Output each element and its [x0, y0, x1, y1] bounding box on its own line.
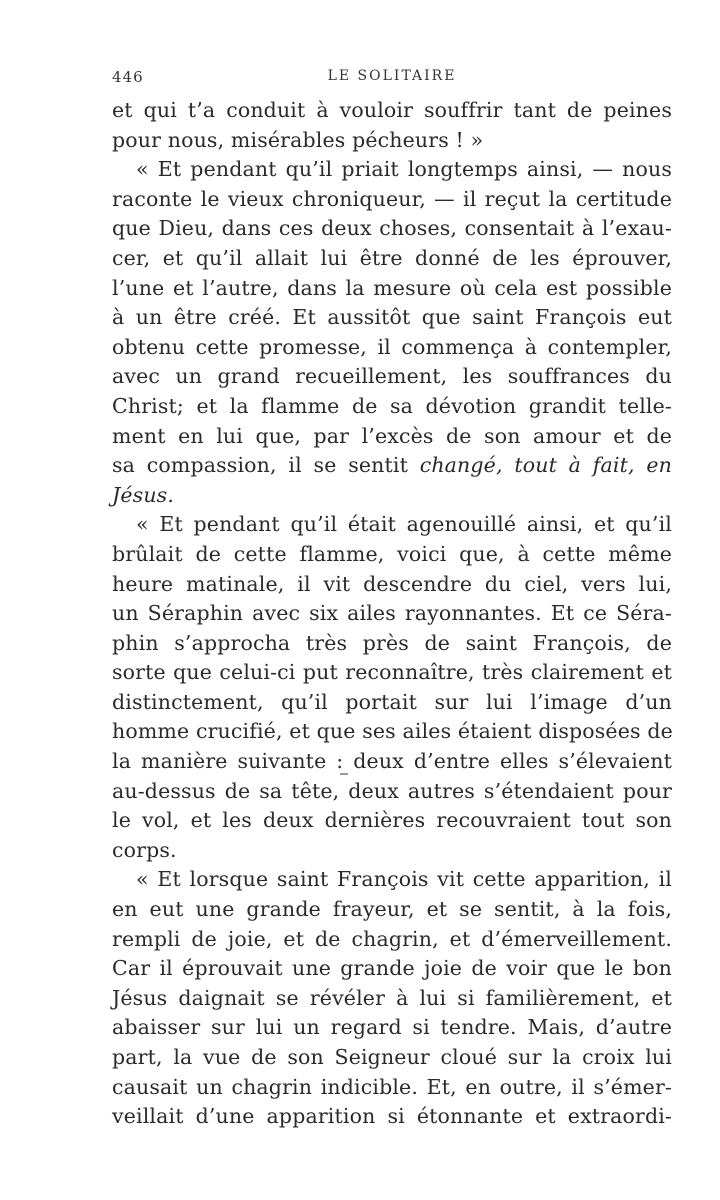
text-line-content: homme crucifié, et que ses ailes étaient disposées de [112, 719, 673, 744]
text-line [112, 747, 672, 777]
text-line [112, 540, 672, 570]
running-title: LE SOLITAIRE [327, 68, 457, 84]
text-line [112, 1013, 672, 1043]
text-line-content: « Et pendant qu’il était agenouillé ainsi, et qu’il [136, 512, 672, 537]
text-line [112, 362, 672, 392]
text-line [112, 333, 672, 363]
italic-phrase: changé, tout à fait, en [419, 453, 672, 478]
text-line-content: « Et lorsque saint François vit cette apparition, il [136, 867, 672, 892]
text-line-content: l’une et l’autre, dans la mesure où cela est possible [112, 275, 672, 300]
text-line [112, 717, 672, 747]
text-line [112, 954, 672, 984]
page-header [112, 68, 672, 90]
text-line-content: un Séraphin avec six ailes rayonnantes. Et ce Séra- [112, 601, 672, 626]
text-line-content: pour nous, misérables pécheurs ! » [112, 127, 484, 152]
text-line [112, 658, 672, 688]
italic-phrase: Jésus. [112, 482, 175, 507]
text-line-content: Jésus daignait se révéler à lui si familièrement, et [112, 985, 672, 1010]
print-mark [340, 773, 348, 775]
text-line [112, 925, 672, 955]
text-line-content: le vol, et les deux dernières recouvraient tout son [112, 808, 672, 833]
text-line [112, 570, 672, 600]
text-line-content: en eut une grande frayeur, et se sentit, à la fois, [112, 897, 672, 922]
text-line-content: cer, et qu’il allait lui être donné de les éprouver, [112, 245, 672, 270]
text-line-content: corps. [112, 837, 177, 862]
text-line [112, 155, 672, 185]
text-line-content: à un être créé. Et aussitôt que saint François eut [112, 305, 672, 330]
text-line-content: la manière suivante : deux d’entre elles s’élevaient [112, 749, 672, 774]
text-line-content: rempli de joie, et de chagrin, et d’émerveillement. [112, 926, 672, 951]
text-line-content: heure matinale, il vit descendre du ciel, vers lui, [112, 571, 672, 596]
text-line [112, 392, 672, 422]
text-line-content: « Et pendant qu’il priait longtemps ainsi, — nous [136, 157, 672, 182]
text-line-content: et qui t’a conduit à vouloir souffrir tant de peines [112, 98, 672, 122]
text-line-content: raconte le vieux chroniqueur, — il reçut la certitude [112, 186, 672, 211]
text-line-content: distinctement, qu’il portait sur lui l’image d’un [112, 689, 672, 714]
text-line-content: phin s’approcha très près de saint François, de [112, 630, 672, 655]
text-line-content: veillait d’une apparition si étonnante et extraordi- [112, 1104, 672, 1129]
text-line [112, 510, 672, 540]
text-line [112, 303, 672, 333]
text-line [112, 865, 672, 895]
text-line [112, 1102, 672, 1132]
text-line [112, 1073, 672, 1103]
text-line [112, 126, 672, 156]
text-line [112, 599, 672, 629]
text-line-content: obtenu cette promesse, il commença à contempler, [112, 334, 672, 359]
text-line-content: que Dieu, dans ces deux choses, consentait à l’exau- [112, 216, 672, 241]
text-line [112, 422, 672, 452]
text-line [112, 895, 672, 925]
text-line [112, 244, 672, 274]
text-line [112, 984, 672, 1014]
text-line [112, 836, 672, 866]
text-line-content: au-dessus de sa tête, deux autres s’étendaient pour [112, 778, 672, 803]
text-line-content: brûlait de cette flamme, voici que, à cette même [112, 541, 672, 566]
text-line [112, 777, 672, 807]
text-line [112, 96, 672, 126]
text-line-content: causait un chagrin indicible. Et, en outre, il s’émer- [112, 1074, 672, 1099]
text-line-content: sorte que celui-ci put reconnaître, très clairement et [112, 660, 672, 685]
text-line [112, 806, 672, 836]
text-line-content: Car il éprouvait une grande joie de voir que le bon [112, 956, 672, 981]
text-line [112, 481, 672, 511]
text-line [112, 1043, 672, 1073]
text-line-content: abaisser sur lui un regard si tendre. Mais, d’autre [112, 1015, 672, 1040]
text-line-content: Christ; et la flamme de sa dévotion grandit telle- [112, 393, 672, 418]
text-line [112, 629, 672, 659]
text-line-content: part, la vue de son Seigneur cloué sur la croix lui [112, 1045, 672, 1069]
text-line [112, 688, 672, 718]
page-number: 446 [112, 68, 144, 86]
body-text [112, 96, 672, 1132]
text-line [112, 451, 672, 481]
text-line-content: avec un grand recueillement, les souffrances du [112, 364, 672, 389]
text-line [112, 185, 672, 215]
text-line-content: sa compassion, il se sentit [112, 453, 420, 478]
text-line [112, 214, 672, 244]
text-line-content: ment en lui que, par l’excès de son amour et de [112, 423, 672, 448]
text-line [112, 274, 672, 304]
